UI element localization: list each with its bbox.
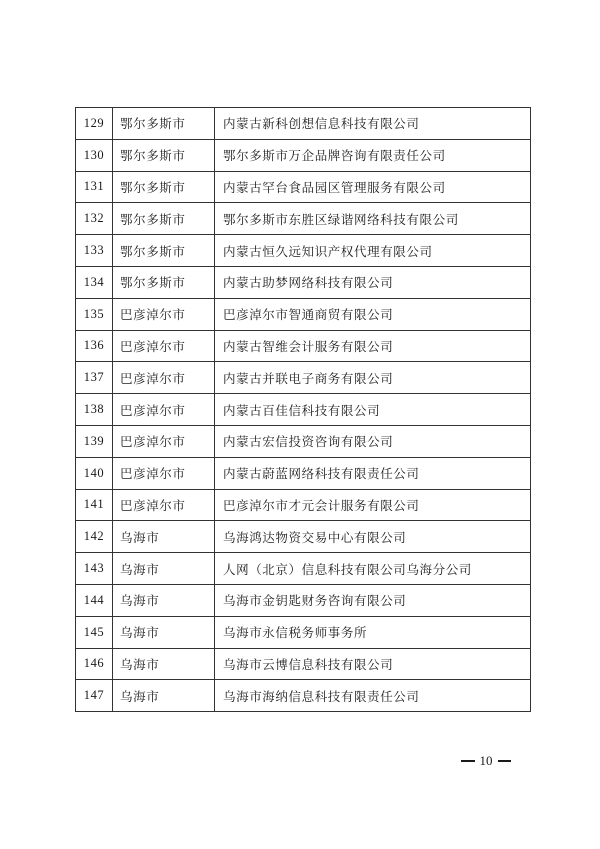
row-number-cell: 131 (76, 171, 113, 203)
city-cell: 乌海市 (113, 648, 215, 680)
row-number-cell: 138 (76, 394, 113, 426)
company-name-cell: 巴彦淖尔市智通商贸有限公司 (215, 298, 531, 330)
company-name-cell: 内蒙古助梦网络科技有限公司 (215, 266, 531, 298)
city-cell: 乌海市 (113, 680, 215, 712)
city-cell: 乌海市 (113, 521, 215, 553)
company-name-cell: 乌海市云博信息科技有限公司 (215, 648, 531, 680)
company-name-cell: 乌海鸿达物资交易中心有限公司 (215, 521, 531, 553)
company-name-cell: 鄂尔多斯市万企品牌咨询有限责任公司 (215, 139, 531, 171)
company-name-cell: 乌海市金钥匙财务咨询有限公司 (215, 584, 531, 616)
table-row (76, 108, 531, 140)
company-name-cell: 巴彦淖尔市才元会计服务有限公司 (215, 489, 531, 521)
row-number-cell: 133 (76, 235, 113, 267)
table-row (76, 203, 531, 235)
table-row (76, 266, 531, 298)
city-cell: 鄂尔多斯市 (113, 108, 215, 140)
page-number-right-dash (498, 760, 512, 761)
company-name-cell: 内蒙古宏信投资咨询有限公司 (215, 425, 531, 457)
table-row (76, 457, 531, 489)
table-row (76, 616, 531, 648)
city-cell: 乌海市 (113, 584, 215, 616)
city-cell: 鄂尔多斯市 (113, 203, 215, 235)
city-cell: 鄂尔多斯市 (113, 139, 215, 171)
city-cell: 巴彦淖尔市 (113, 394, 215, 426)
city-cell: 乌海市 (113, 553, 215, 585)
table-row (76, 394, 531, 426)
row-number-cell: 135 (76, 298, 113, 330)
city-cell: 巴彦淖尔市 (113, 425, 215, 457)
city-cell: 鄂尔多斯市 (113, 171, 215, 203)
row-number-cell: 139 (76, 425, 113, 457)
city-cell: 巴彦淖尔市 (113, 298, 215, 330)
company-name-cell: 乌海市永信税务师事务所 (215, 616, 531, 648)
company-name-cell: 内蒙古蔚蓝网络科技有限责任公司 (215, 457, 531, 489)
table-row (76, 171, 531, 203)
row-number-cell: 137 (76, 362, 113, 394)
table-row (76, 298, 531, 330)
page-number-text: 10 (479, 753, 493, 768)
row-number-cell: 136 (76, 330, 113, 362)
city-cell: 巴彦淖尔市 (113, 489, 215, 521)
city-cell: 乌海市 (113, 616, 215, 648)
company-name-cell: 内蒙古百佳信科技有限公司 (215, 394, 531, 426)
company-name-cell: 内蒙古并联电子商务有限公司 (215, 362, 531, 394)
company-name-cell: 鄂尔多斯市东胜区绿谐网络科技有限公司 (215, 203, 531, 235)
row-number-cell: 142 (76, 521, 113, 553)
company-name-cell: 乌海市海纳信息科技有限责任公司 (215, 680, 531, 712)
table-row (76, 648, 531, 680)
row-number-cell: 145 (76, 616, 113, 648)
company-name-cell: 内蒙古新科创想信息科技有限公司 (215, 108, 531, 140)
row-number-cell: 130 (76, 139, 113, 171)
table-body (76, 108, 531, 712)
table-row (76, 362, 531, 394)
row-number-cell: 141 (76, 489, 113, 521)
company-table (75, 107, 531, 712)
table-row (76, 521, 531, 553)
table-row (76, 553, 531, 585)
city-cell: 巴彦淖尔市 (113, 362, 215, 394)
table-row (76, 235, 531, 267)
city-cell: 鄂尔多斯市 (113, 235, 215, 267)
company-name-cell: 内蒙古恒久远知识产权代理有限公司 (215, 235, 531, 267)
row-number-cell: 134 (76, 266, 113, 298)
row-number-cell: 132 (76, 203, 113, 235)
table-row (76, 489, 531, 521)
table-row (76, 330, 531, 362)
city-cell: 鄂尔多斯市 (113, 266, 215, 298)
table-row (76, 139, 531, 171)
row-number-cell: 146 (76, 648, 113, 680)
company-name-cell: 内蒙古智维会计服务有限公司 (215, 330, 531, 362)
page-number-left-dash (461, 760, 475, 761)
table-row (76, 425, 531, 457)
table-row (76, 680, 531, 712)
row-number-cell: 129 (76, 108, 113, 140)
company-name-cell: 人网（北京）信息科技有限公司乌海分公司 (215, 553, 531, 585)
city-cell: 巴彦淖尔市 (113, 330, 215, 362)
row-number-cell: 147 (76, 680, 113, 712)
company-name-cell: 内蒙古罕台食品园区管理服务有限公司 (215, 171, 531, 203)
row-number-cell: 143 (76, 553, 113, 585)
row-number-cell: 144 (76, 584, 113, 616)
page-number (456, 752, 516, 770)
table-row (76, 584, 531, 616)
row-number-cell: 140 (76, 457, 113, 489)
city-cell: 巴彦淖尔市 (113, 457, 215, 489)
